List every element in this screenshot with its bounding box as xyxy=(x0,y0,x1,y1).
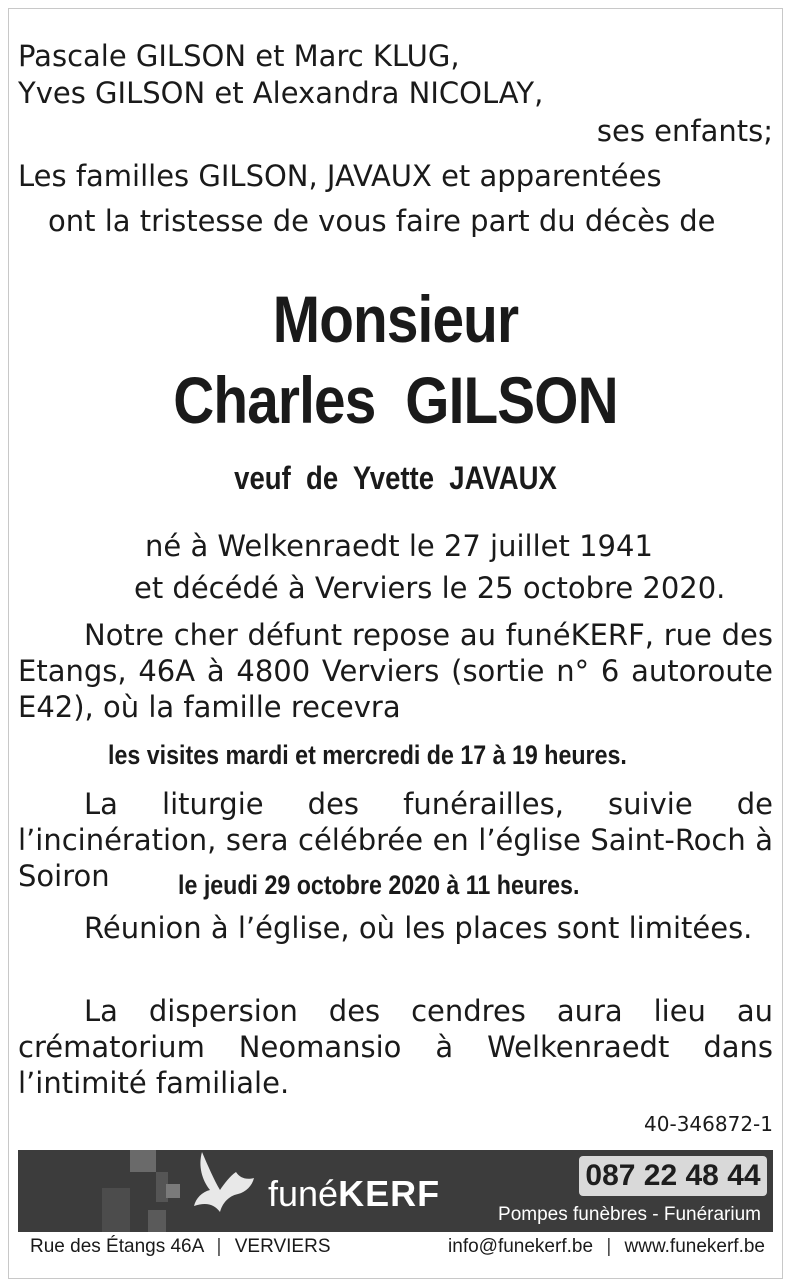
intro-line-2: Yves GILSON et Alexandra NICOLAY, xyxy=(18,76,544,110)
reference-number: 40-346872-1 xyxy=(644,1112,773,1136)
paragraph-reunion-text: Réunion à l’église, où les places sont limitées. xyxy=(84,911,753,945)
footer-website[interactable]: www.funekerf.be xyxy=(624,1236,765,1257)
footer-contact-group xyxy=(448,1232,765,1262)
footer-city: VERVIERS xyxy=(234,1236,331,1257)
footer xyxy=(18,1232,773,1262)
decor-square xyxy=(148,1210,166,1232)
visits-line: les visites mardi et mercredi de 17 à 19 heures. xyxy=(108,740,627,770)
deceased-name: Charles GILSON xyxy=(173,363,618,437)
brand-bold: KERF xyxy=(338,1173,441,1214)
decor-square xyxy=(102,1188,130,1232)
footer-address: Rue des Étangs 46A xyxy=(30,1236,204,1257)
phone-number[interactable]: 087 22 48 44 xyxy=(579,1156,767,1196)
paragraph-rest xyxy=(18,617,773,725)
brand-logo xyxy=(268,1172,440,1216)
paragraph-reunion xyxy=(18,910,773,946)
decor-square xyxy=(130,1150,156,1172)
funeral-home-banner xyxy=(18,1150,773,1232)
intro-line-5: ont la tristesse de vous faire part du décès de xyxy=(48,204,716,238)
paragraph-dispersion-text: La dispersion des cendres aura lieu au crématorium Neomansio à Welkenraedt dans l’intimité familiale. xyxy=(18,994,773,1100)
footer-address-group xyxy=(30,1232,331,1262)
deceased-title: Monsieur xyxy=(272,282,519,356)
paragraph-rest-text: Notre cher défunt repose au funéKERF, rue des Etangs, 46A à 4800 Verviers (sortie n° 6 autoroute E42), où la famille recevra xyxy=(18,618,773,724)
tagline: Pompes funèbres - Funérarium xyxy=(498,1204,761,1225)
footer-email[interactable]: info@funekerf.be xyxy=(448,1236,594,1257)
birth-line: né à Welkenraedt le 27 juillet 1941 xyxy=(145,529,653,563)
death-line: et décédé à Verviers le 25 octobre 2020. xyxy=(134,571,726,605)
paragraph-dispersion xyxy=(18,993,773,1101)
paragraph-liturgy-text: La liturgie des funérailles, suivie de l’incinération, sera célébrée en l’église Saint-Roch à Soiron xyxy=(18,787,773,893)
footer-separator: | xyxy=(216,1236,222,1257)
intro-line-4: Les familles GILSON, JAVAUX et apparentées xyxy=(18,159,662,193)
intro-line-1: Pascale GILSON et Marc KLUG, xyxy=(18,39,460,73)
decor-square xyxy=(166,1184,180,1198)
intro-line-3: ses enfants; xyxy=(596,114,773,148)
widow-of: veuf de Yvette JAVAUX xyxy=(234,460,557,496)
footer-separator: | xyxy=(606,1236,612,1257)
brand-light: funé xyxy=(268,1173,339,1214)
dove-icon xyxy=(188,1150,260,1228)
ceremony-line: le jeudi 29 octobre 2020 à 11 heures. xyxy=(178,870,580,900)
